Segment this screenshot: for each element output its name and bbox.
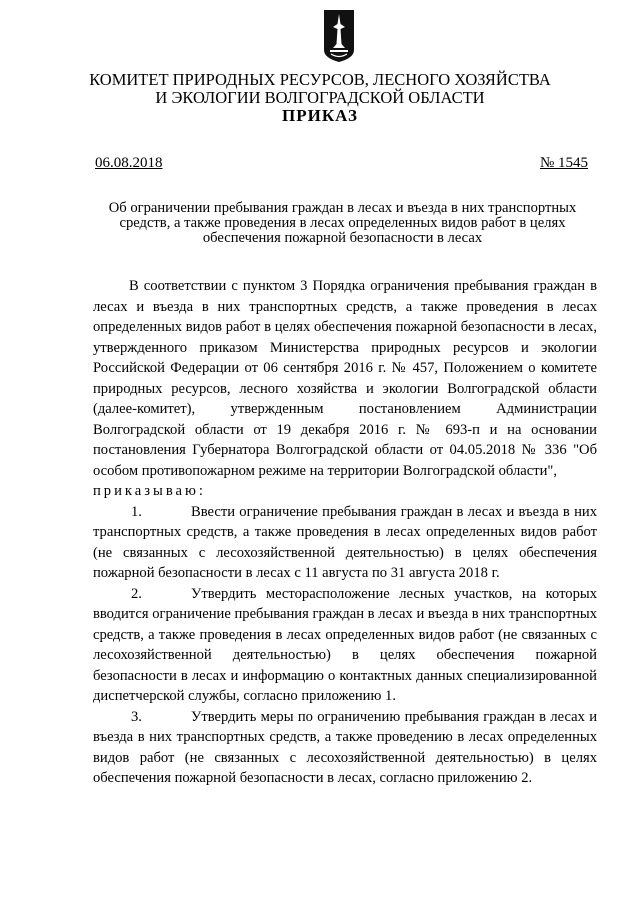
item-text: Утвердить месторасположение лесных участков, на которых вводится ограничение пребывания граждан в лесах и въезда в них транспортных средств, а также проведения в лесах определенных видов работ (не связанных с лесохозяйственной деятельностью) в целях обеспечения пожарной безопасности в лесах и информацию о контактных данных специализированной диспетчерской службы, согласно приложению 1. [93, 585, 597, 704]
preamble-paragraph: В соответствии с пунктом 3 Порядка ограничения пребывания граждан в лесах и въезда в них транспортных средств, а также проведения в лесах определенных видов работ в целях обеспечения пожарной безопасности в лесах, утвержденного приказом Министерства природных ресурсов и экологии Российской Федерации от 06 сентября 2016 г. № 457, Положением о комитете природных ресурсов, лесного хозяйства и экологии Волгоградской области (далее-комитет), утвержденным постановлением Администрации Волгоградской области от 19 декабря 2016 г. № 693-п и на основании постановления Губернатора Волгоградской области от 04.05.2018 № 336 "Об особом противопожарном режиме на территории Волгоградской области", [93, 278, 597, 479]
subject-line: средств, а также проведения в лесах определенных видов работ в целях [119, 215, 566, 231]
item-text: Ввести ограничение пребывания граждан в лесах и въезда в них транспортных средств, а также проведения в лесах определенных видов работ (не связанных с лесохозяйственной деятельностью) в целях обеспечения пожарной безопасности в лесах с 11 августа по 31 августа 2018 г. [93, 503, 597, 581]
document-subject [95, 201, 590, 246]
document-type-title: ПРИКАЗ [282, 106, 358, 125]
organization-name-line2: И ЭКОЛОГИИ ВОЛГОГРАДСКОЙ ОБЛАСТИ [155, 88, 485, 107]
list-item [93, 584, 597, 707]
item-number: 2. [131, 585, 142, 602]
document-body [93, 276, 597, 789]
item-number: 3. [131, 708, 142, 725]
document-date: 06.08.2018 [95, 155, 163, 171]
decree-word: приказываю: [93, 483, 206, 499]
list-item [93, 707, 597, 789]
document-number: № 1545 [539, 155, 588, 171]
subject-line: обеспечения пожарной безопасности в лесах [202, 230, 483, 246]
coat-of-arms-icon [324, 10, 354, 62]
item-number: 1. [131, 503, 142, 520]
item-text: Утвердить меры по ограничению пребывания граждан в лесах и въезда в них транспортных средств, а также проведению в лесах определенных видов работ (не связанных с лесохозяйственной деятельностью) в целях обеспечения пожарной безопасности в лесах, согласно приложению 2. [93, 708, 597, 786]
subject-line: Об ограничении пребывания граждан в лесах и въезда в них транспортных [108, 200, 577, 216]
organization-name-line1: КОМИТЕТ ПРИРОДНЫХ РЕСУРСОВ, ЛЕСНОГО ХОЗЯЙСТВА [89, 70, 551, 89]
list-item [93, 502, 597, 584]
